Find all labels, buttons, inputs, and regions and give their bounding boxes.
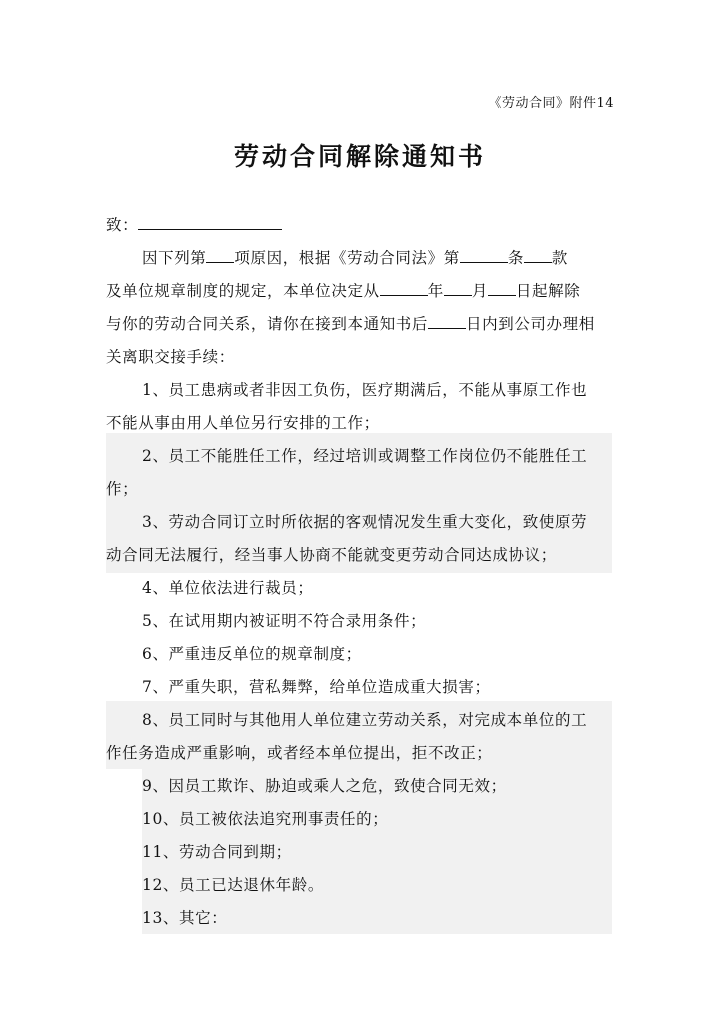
- year-blank: [380, 281, 428, 296]
- attachment-note: 《劳动合同》附件14: [488, 96, 614, 111]
- body-line: 关离职交接手续：: [106, 348, 235, 366]
- reason-item: 4、单位依法进行裁员；: [142, 579, 314, 597]
- clause-blank: [524, 248, 552, 263]
- body-text: 项原因，根据《劳动合同法》第: [234, 249, 460, 267]
- body-line: [106, 312, 616, 334]
- body-text: 款: [551, 249, 569, 267]
- body-line: [106, 246, 652, 268]
- reason-item-continuation: 作任务造成严重影响，或者经本单位提出，拒不改正；: [106, 744, 493, 762]
- reason-item: 13、其它：: [142, 909, 228, 927]
- body-text: 条: [507, 249, 524, 267]
- recipient-blank: [138, 215, 282, 230]
- body-text: 年: [427, 282, 444, 300]
- reason-item: 10、员工被依法追究刑事责任的；: [142, 810, 389, 828]
- body-line: [106, 279, 616, 301]
- body-text: 月: [471, 282, 488, 300]
- month-blank: [444, 281, 472, 296]
- recipient-line: [106, 213, 616, 235]
- reason-item-continuation: 不能从事由用人单位另行安排的工作；: [106, 414, 380, 432]
- reason-number-blank: [206, 248, 234, 263]
- body-text: 日起解除: [515, 282, 581, 300]
- reason-item: 1、员工患病或者非因工负伤，医疗期满后，不能从事原工作也: [142, 381, 588, 399]
- reason-item: 11、劳动合同到期；: [142, 843, 292, 861]
- reason-item: 2、员工不能胜任工作，经过培训或调整工作岗位仍不能胜任工: [142, 447, 588, 465]
- reason-item-continuation: 动合同无法履行，经当事人协商不能就变更劳动合同达成协议；: [106, 546, 557, 564]
- reason-item: 3、劳动合同订立时所依据的客观情况发生重大变化，致使原劳: [142, 513, 588, 531]
- page-title: 劳动合同解除通知书: [233, 142, 486, 171]
- day-blank: [488, 281, 516, 296]
- body-text: 与你的劳动合同关系，请你在接到本通知书后: [106, 315, 429, 333]
- days-blank: [428, 314, 466, 329]
- reason-item: 9、因员工欺诈、胁迫或乘人之危，致使合同无效；: [142, 777, 507, 795]
- article-blank: [460, 248, 508, 263]
- body-text: 因下列第: [142, 249, 207, 267]
- reason-item: 6、严重违反单位的规章制度；: [142, 645, 362, 663]
- to-label: 致：: [106, 216, 139, 234]
- reason-item: 12、员工已达退休年龄。: [142, 876, 324, 894]
- reason-item: 5、在试用期内被证明不符合录用条件；: [142, 612, 427, 630]
- reason-item-continuation: 作；: [106, 480, 139, 498]
- reason-item: 8、员工同时与其他用人单位建立劳动关系，对完成本单位的工: [142, 711, 588, 729]
- body-text: 日内到公司办理相: [466, 315, 595, 333]
- body-text: 及单位规章制度的规定，本单位决定从: [106, 282, 380, 300]
- reason-item: 7、严重失职，营私舞弊，给单位造成重大损害；: [142, 678, 491, 696]
